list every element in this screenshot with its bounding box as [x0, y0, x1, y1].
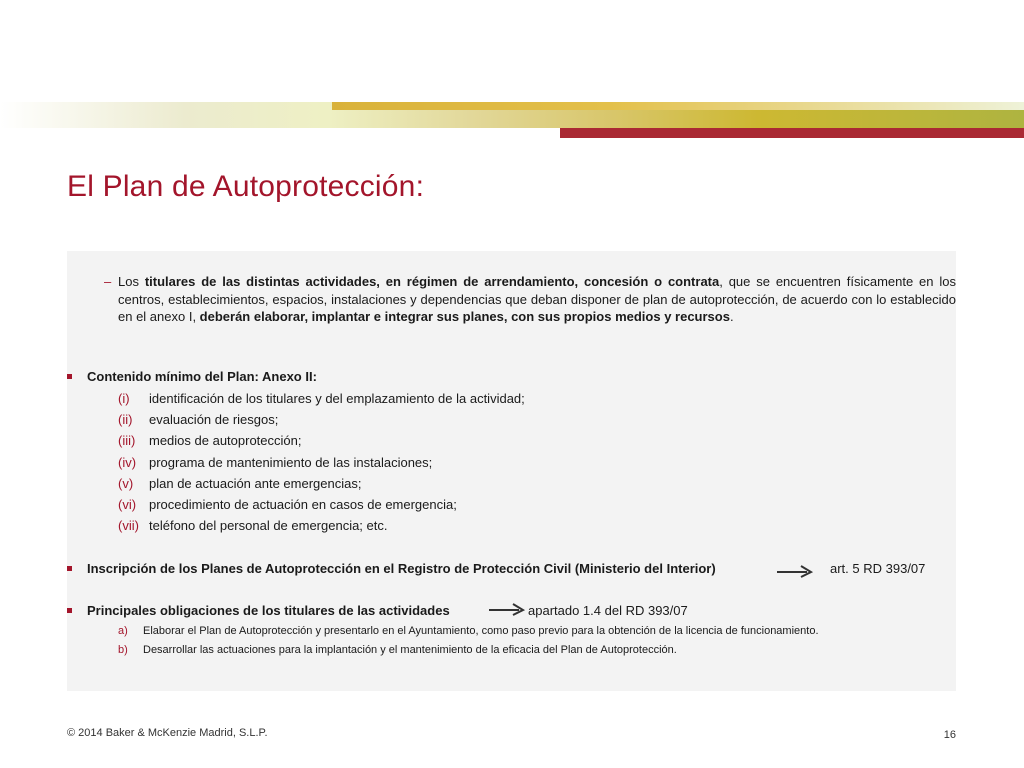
square-bullet-icon [67, 608, 72, 613]
inscripcion-heading-text: Inscripción de los Planes de Autoprotección en el Registro de Protección Civil (Ministerio del Interior) [87, 561, 716, 576]
intro-paragraph [104, 273, 956, 326]
list-item-text: evaluación de riesgos; [149, 412, 279, 427]
list-item [118, 476, 361, 491]
list-item [118, 518, 388, 533]
list-item-number: (iii) [118, 433, 136, 448]
list-item-text: procedimiento de actuación en casos de emergencia; [149, 497, 457, 512]
list-item-text: identificación de los titulares y del emplazamiento de la actividad; [149, 391, 525, 406]
list-item [118, 644, 677, 656]
intro-seg-0: Los [118, 274, 145, 289]
page-number: 16 [943, 729, 956, 741]
arrow-right-icon [488, 600, 526, 616]
square-bullet-icon [67, 374, 72, 379]
list-item-letter: a) [118, 625, 128, 637]
footer-copyright: © 2014 Baker & McKenzie Madrid, S.L.P. [67, 727, 268, 739]
list-item-number: (ii) [118, 412, 133, 427]
list-item-letter: b) [118, 644, 128, 656]
list-item-number: (v) [118, 476, 134, 491]
list-item-number: (i) [118, 391, 130, 406]
list-item-text: medios de autoprotección; [149, 433, 302, 448]
header-gold-accent [332, 102, 1024, 110]
list-item [118, 391, 525, 406]
obligaciones-heading-text: Principales obligaciones de los titulares de las actividades [87, 603, 450, 618]
list-item [118, 497, 457, 512]
intro-seg-4: . [729, 309, 734, 324]
list-item-number: (iv) [118, 455, 137, 470]
inscripcion-ref: art. 5 RD 393/07 [830, 561, 926, 576]
list-item-text: plan de actuación ante emergencias; [149, 476, 362, 491]
intro-seg-2: , que se encuentren físicamente en los centros, establecimientos, espacios, instalaciones y dependencias que deban disponer de plan de autoprotección, de acuerdo con lo establecido en el anexo I, [118, 274, 956, 324]
obligaciones-ref: apartado 1.4 del RD 393/07 [528, 603, 688, 618]
contenido-heading-text: Contenido mínimo del Plan: Anexo II: [87, 369, 317, 384]
list-item [118, 433, 301, 448]
list-item-text: Elaborar el Plan de Autoprotección y presentarlo en el Ayuntamiento, como paso previo para la obtención de la licencia de funcionamiento. [143, 625, 819, 637]
list-item-number: (vii) [118, 518, 139, 533]
list-item [118, 412, 278, 427]
list-item-text: teléfono del personal de emergencia; etc. [149, 518, 388, 533]
header-red-band [560, 128, 1024, 138]
slide-title: El Plan de Autoprotección: [67, 170, 425, 203]
list-item-text: Desarrollar las actuaciones para la implantación y el mantenimiento de la eficacia del Plan de Autoprotección. [143, 644, 677, 656]
intro-seg-3: deberán elaborar, implantar e integrar sus planes, con sus propios medios y recursos [199, 309, 730, 324]
list-item [118, 455, 432, 470]
list-item-number: (vi) [118, 497, 137, 512]
intro-seg-1: titulares de las distintas actividades, en régimen de arrendamiento, concesión o contrata [144, 274, 720, 289]
dash-bullet: – [104, 274, 112, 289]
arrow-right-icon [776, 562, 814, 578]
square-bullet-icon [67, 566, 72, 571]
list-item [118, 625, 819, 637]
list-item-text: programa de mantenimiento de las instalaciones; [149, 455, 433, 470]
